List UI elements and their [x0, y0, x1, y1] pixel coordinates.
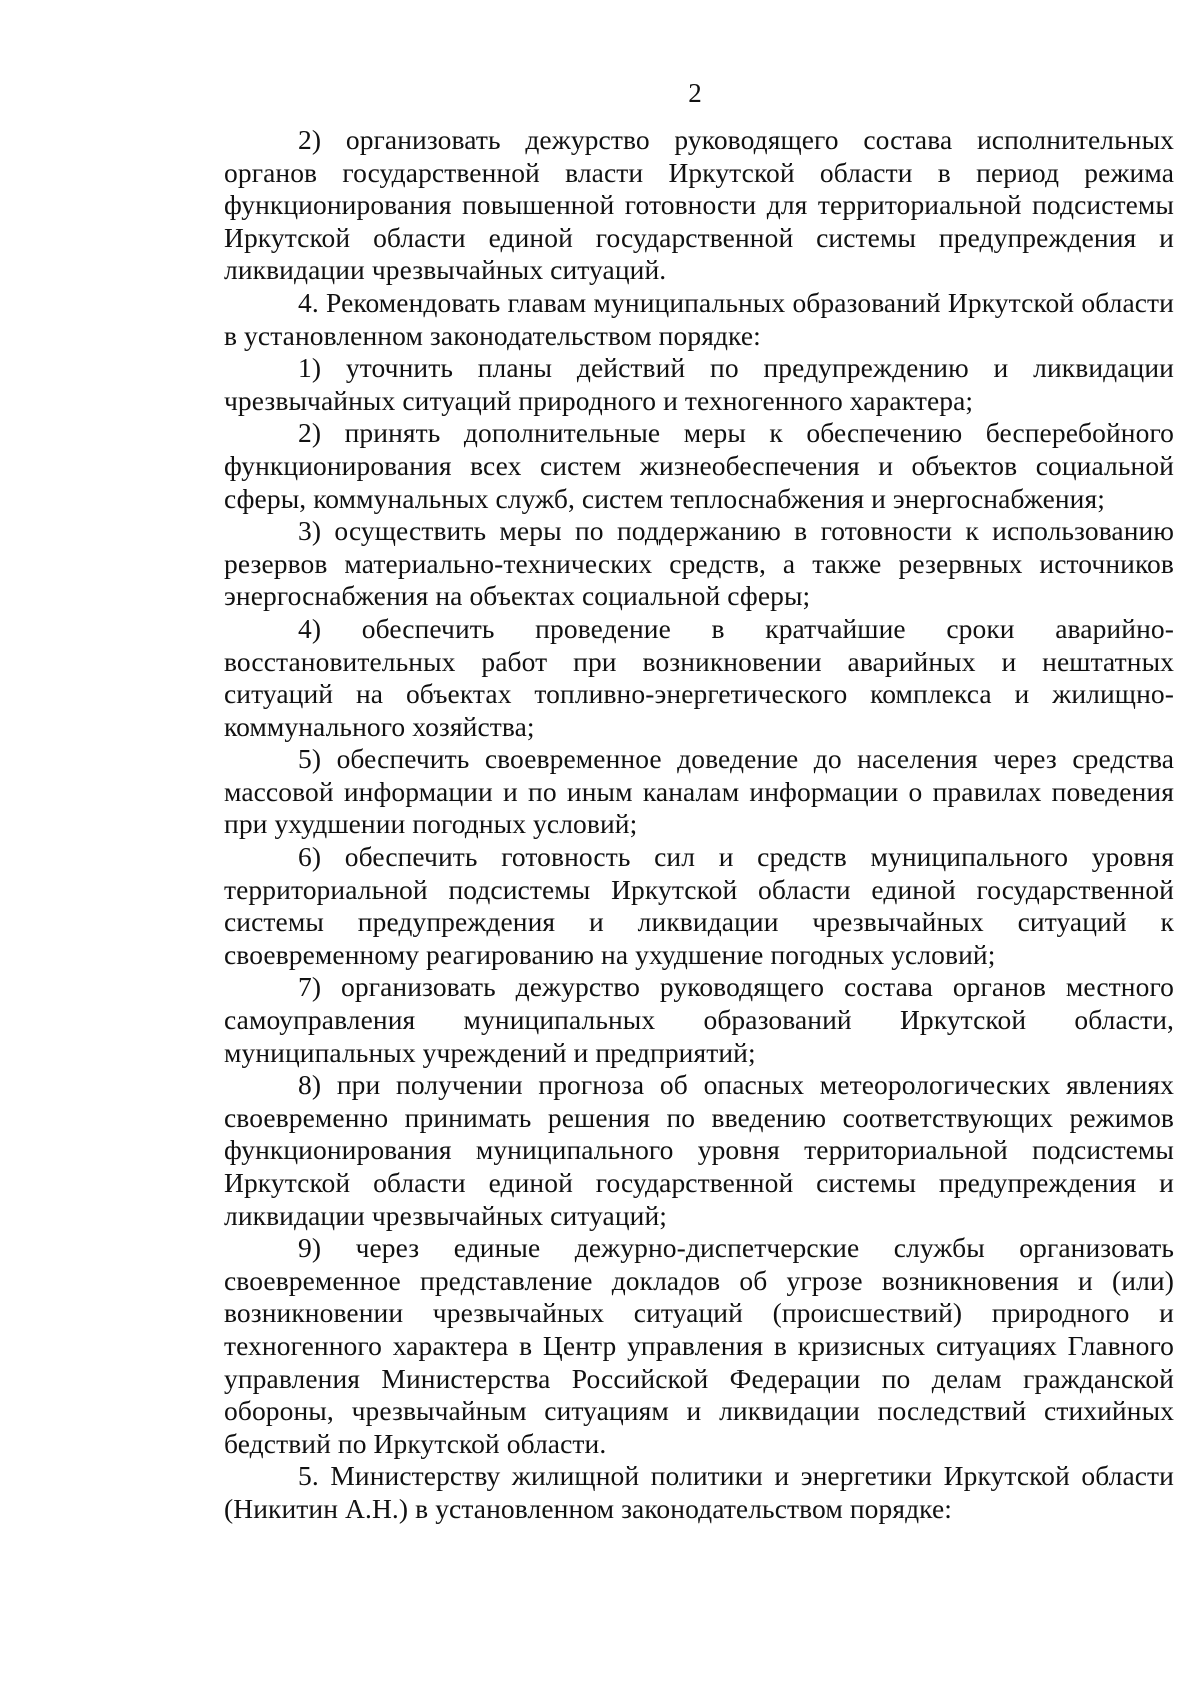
page-number: 2 [688, 78, 702, 108]
paragraph-item-2: 2) принять дополнительные меры к обеспечению бесперебойного функционирования всех систем жизнеобеспечения и объектов социальной сферы, коммунальных служб, систем теплоснабжения и энергоснабжения; [224, 417, 1174, 514]
paragraph-item-5: 5) обеспечить своевременное доведение до населения через средства массовой информации и по иным каналам информации о правилах поведения при ухудшении погодных условий; [224, 743, 1174, 840]
paragraph-item-7: 7) организовать дежурство руководящего состава органов местного самоуправления муниципальных образований Иркутской области, муниципальных учреждений и предприятий; [224, 971, 1174, 1068]
paragraph-section-4: 4. Рекомендовать главам муниципальных образований Иркутской области в установленном законодательством порядке: [224, 286, 1174, 351]
paragraph-item-9: 9) через единые дежурно-диспетчерские службы организовать своевременное представление докладов об угрозе возникновения и (или) возникновении чрезвычайных ситуаций (происшествий) природного и техногенного характера в Центр управления в кризисных ситуациях Главного управления Министерства Российской Федерации по делам гражданской обороны, чрезвычайным ситуациям и ликвидации последствий стихийных бедствий по Иркутской области. [224, 1232, 1174, 1459]
paragraph-item-3: 3) осуществить меры по поддержанию в готовности к использованию резервов материально-технических средств, а также резервных источников энергоснабжения на объектах социальной сферы; [224, 515, 1174, 612]
paragraph-item-6: 6) обеспечить готовность сил и средств муниципального уровня территориальной подсистемы Иркутской области единой государственной системы предупреждения и ликвидации чрезвычайных ситуаций к своевременному реагированию на ухудшение погодных условий; [224, 841, 1174, 970]
paragraph-section-5: 5. Министерству жилищной политики и энергетики Иркутской области (Никитин А.Н.) в установленном законодательством порядке: [224, 1460, 1174, 1524]
paragraph-item-8: 8) при получении прогноза об опасных метеорологических явлениях своевременно принимать решения по введению соответствующих режимов функционирования муниципального уровня территориальной подсистемы Иркутской области единой государственной системы предупреждения и ликвидации чрезвычайных ситуаций; [224, 1069, 1174, 1231]
paragraph-item-2-duty: 2) организовать дежурство руководящего состава исполнительных органов государственной власти Иркутской области в период режима функционирования повышенной готовности для территориальной подсистемы Иркутской области единой государственной системы предупреждения и ликвидации чрезвычайных ситуаций. [224, 124, 1174, 286]
paragraph-item-4: 4) обеспечить проведение в кратчайшие сроки аварийно-восстановительных работ при возникновении аварийных и нештатных ситуаций на объектах топливно-энергетического комплекса и жилищно-коммунального хозяйства; [224, 612, 1174, 742]
document-body [224, 124, 1174, 1526]
paragraph-item-1: 1) уточнить планы действий по предупреждению и ликвидации чрезвычайных ситуаций природного и техногенного характера; [224, 352, 1174, 416]
